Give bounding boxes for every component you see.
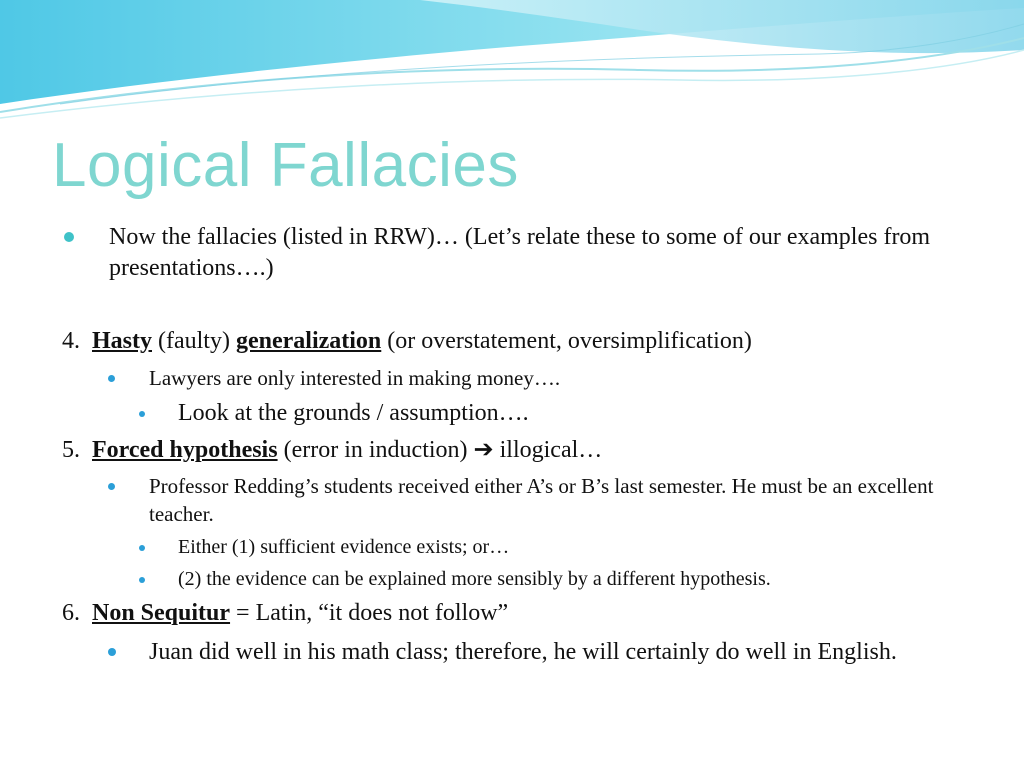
term-description: (error in induction) bbox=[277, 437, 474, 463]
item-number: 6. bbox=[62, 600, 80, 626]
arrow-icon: ➔ bbox=[473, 437, 494, 463]
term-connector: (faulty) bbox=[152, 328, 236, 354]
fallacy-6-example: Juan did well in his math class; therefore, he will certainly do well in English. bbox=[149, 639, 897, 665]
intro-text: Now the fallacies (listed in RRW)… (Let’s relate these to some of our examples from presentations….) bbox=[109, 224, 931, 281]
term-non-sequitur: Non Sequitur bbox=[92, 600, 231, 626]
bullet-icon bbox=[64, 232, 74, 242]
item-number: 5. bbox=[62, 437, 80, 463]
fallacy-4-sub-point: Look at the grounds / assumption…. bbox=[178, 400, 529, 426]
fallacy-4-example: Lawyers are only interested in making money…. bbox=[149, 366, 561, 390]
bullet-icon bbox=[108, 375, 115, 382]
bullet-icon bbox=[139, 577, 145, 583]
fallacy-4-heading bbox=[62, 326, 1002, 357]
term-forced-hypothesis: Forced hypothesis bbox=[92, 437, 278, 463]
bullet-icon bbox=[139, 545, 145, 551]
item-number: 4. bbox=[62, 328, 80, 354]
term-description: = Latin, “it does not follow” bbox=[230, 600, 509, 626]
fallacy-5-sub-point: Either (1) sufficient evidence exists; or… bbox=[178, 536, 510, 558]
fallacy-5-heading bbox=[62, 435, 1002, 466]
bullet-icon bbox=[139, 411, 145, 417]
bullet-icon bbox=[108, 648, 116, 656]
term-hasty: Hasty bbox=[92, 328, 152, 354]
bullet-icon bbox=[108, 483, 115, 490]
fallacy-6-heading bbox=[62, 598, 1002, 629]
fallacy-5-example: Professor Redding’s students received either A’s or B’s last semester. He must be an excellent teacher. bbox=[149, 474, 934, 526]
slide-title: Logical Fallacies bbox=[52, 131, 519, 200]
fallacy-5-sub-point: (2) the evidence can be explained more sensibly by a different hypothesis. bbox=[178, 568, 771, 590]
term-generalization: generalization bbox=[235, 328, 382, 354]
term-description: (or overstatement, oversimplification) bbox=[381, 328, 752, 354]
term-result: illogical… bbox=[493, 437, 603, 463]
